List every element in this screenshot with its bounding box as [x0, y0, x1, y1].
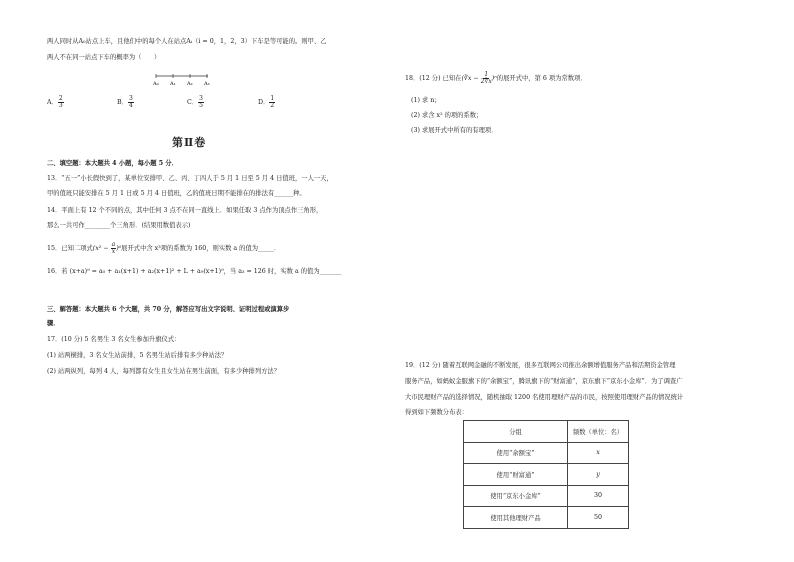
q18-part2: (2) 求含 x² 的项的系数； [411, 112, 483, 119]
q12-stem-line1: 两人同时从A₀站点上车，且他们中的每个人在站点Aᵢ（i = 0，1，2，3）下车是等可能的。则甲、乙 [47, 38, 327, 45]
q13-line1: 13．“五一”小长假快到了，某单位安排甲、乙、丙、丁四人于 5 月 1 日至 5 月 4 日值班，一人一天， [47, 175, 333, 182]
q19-line4: 得到如下频数分布表： [405, 409, 468, 416]
option-c: C． $\frac{3}{5}$ [187, 95, 203, 109]
q17-part2: (2) 站两纵列，每列 4 人，每列都有女生且女生站在男生前面，有多少种排列方法？ [47, 368, 281, 375]
q18-part1: (1) 求 n； [411, 97, 441, 104]
volume-title: 第Ⅱ卷 [172, 136, 207, 149]
section3-heading-line2: 骤． [47, 320, 60, 327]
table-cell: 30 [568, 485, 629, 507]
q14-line1: 14．平面上有 12 个不同的点，其中任何 3 点不在同一直线上．如果任取 3 点作为顶点作三角形， [47, 207, 323, 214]
q18-part3: (3) 求展开式中所有的有理项． [411, 127, 498, 134]
table-cell: 使用其他理财产品 [464, 507, 568, 529]
table-row [464, 485, 629, 507]
table-cell: y [568, 464, 629, 486]
table-header-cell: 分组 [464, 421, 568, 443]
table-header-cell: 频数（单位：名） [568, 421, 629, 443]
option-a: A． $\frac{2}{3}$ [47, 95, 63, 109]
q19-line3: 大市民理财产品的选择情况，随机抽取 1200 名使用理财产品的市民，按照使用理财产品的情况统计 [405, 394, 684, 401]
q18-binomial-expression: (∛x − $\frac{1}{2∛x}$ )ⁿ [461, 71, 497, 85]
table-row [464, 464, 629, 486]
q14-line2: 那么一共可作________个三角形．(结果用数值表示) [47, 222, 191, 229]
section3-heading-line1: 三、解答题：本大题共 6 个大题，共 70 分，解答应写出文字说明、证明过程或演算步 [47, 306, 290, 313]
table-row [464, 507, 629, 529]
table-cell: 使用“余额宝” [464, 442, 568, 464]
station-label: A₃ [204, 81, 210, 86]
table-row [464, 442, 629, 464]
q12-stem-line2: 两人不在同一站点下车的概率为（ ） [47, 54, 161, 61]
station-label: A₀ [153, 81, 159, 86]
q18-stem: 18．(12 分) 已知在(∛x − $\frac{1}{2∛x}$ )ⁿ的展开式中，第 6 项为常数项． [405, 71, 587, 85]
q15-binomial-expression: (x² − $\frac{a}{x}$ )⁶ [92, 241, 122, 255]
table-cell: x [568, 442, 629, 464]
frequency-table [463, 420, 629, 529]
q19-line2: 服务产品，如蚂蚁金服旗下的“余额宝”，腾讯旗下的“财富通”，京东旗下“京东小金库”．为了调查广 [405, 378, 683, 385]
option-d: D． $\frac{1}{2}$ [258, 95, 275, 109]
q17-part1: (1) 站两横排，3 名女生站前排，5 名男生站后排有多少种站法？ [47, 352, 228, 359]
q16: 16．若 (x+a)⁹ = a₀ + a₁(x+1) + a₂(x+1)² + L + a₉(x+1)⁹，当 a₃ = 126 时，实数 a 的值为_______ [47, 268, 342, 275]
section2-heading: 二、填空题：本大题共 4 小题，每小题 5 分． [47, 160, 178, 167]
table-header-row [464, 421, 629, 443]
table-cell: 50 [568, 507, 629, 529]
q15: 15．已知二项式(x² − $\frac{a}{x}$ )⁶展开式中含 x³项的系数为 160，则实数 a 的值为_____． [47, 241, 281, 255]
q19-line1: 19．(12 分) 随着互联网金融的不断发展，很多互联网公司推出余额增值服务产品和活期资金管理 [405, 362, 676, 369]
station-label: A₁ [170, 81, 176, 86]
station-label: A₂ [187, 81, 193, 86]
table-cell: 使用“京东小金库” [464, 485, 568, 507]
q13-line2: 甲的值班只能安排在 5 月 1 日或 5 月 4 日值班，乙的值班日期不能排在的排法有______种。 [47, 190, 306, 197]
table-cell: 使用“财富通” [464, 464, 568, 486]
option-b: B． $\frac{3}{4}$ [117, 95, 133, 109]
q17-stem: 17．(10 分) 5 名男生 3 名女生参加升旗仪式： [47, 336, 181, 343]
station-line-figure [150, 72, 220, 86]
